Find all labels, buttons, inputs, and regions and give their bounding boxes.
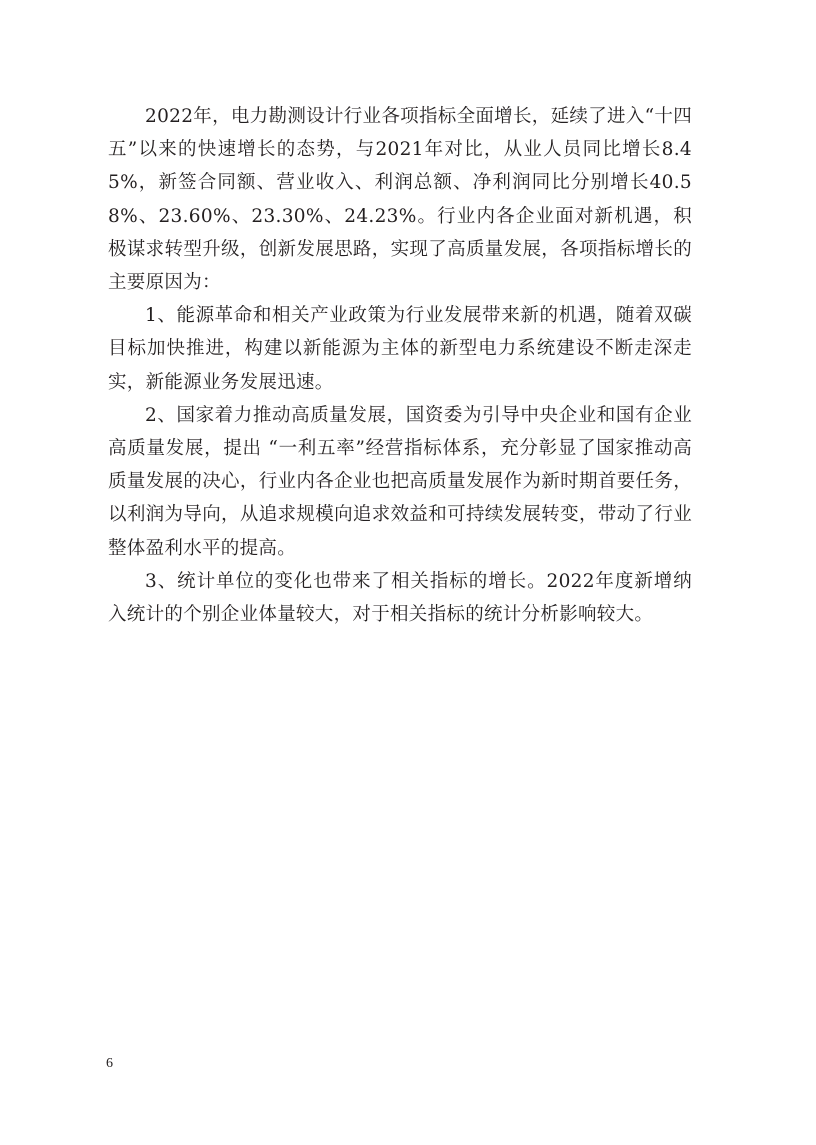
paragraph-reason-2: 2、国家着力推动高质量发展，国资委为引导中央企业和国有企业高质量发展，提出 “一利五率”经营指标体系，充分彰显了国家推动高质量发展的决心，行业内各企业也把高质量发展作为新时期首要任务，以利润为导向，从追求规模向追求效益和可持续发展转变，带动了行业整体盈利水平的提高。 xyxy=(108,404,692,559)
body-text xyxy=(108,100,692,631)
page-number: 6 xyxy=(106,1056,113,1071)
paragraph-intro: 2022年，电力勘测设计行业各项指标全面增长，延续了进入“十四五”以来的快速增长的态势，与2021年对比，从业人员同比增长8.45%，新签合同额、营业收入、利润总额、净利润同比分别增长40.58%、23.60%、23.30%、24.23%。行业内各企业面对新机遇，积极谋求转型升级，创新发展思路，实现了高质量发展，各项指标增长的主要原因为： xyxy=(108,106,692,294)
paragraph-reason-1: 1、能源革命和相关产业政策为行业发展带来新的机遇，随着双碳目标加快推进，构建以新能源为主体的新型电力系统建设不断走深走实，新能源业务发展迅速。 xyxy=(108,305,692,393)
paragraph-reason-3: 3、统计单位的变化也带来了相关指标的增长。2022年度新增纳入统计的个别企业体量较大，对于相关指标的统计分析影响较大。 xyxy=(108,570,692,626)
